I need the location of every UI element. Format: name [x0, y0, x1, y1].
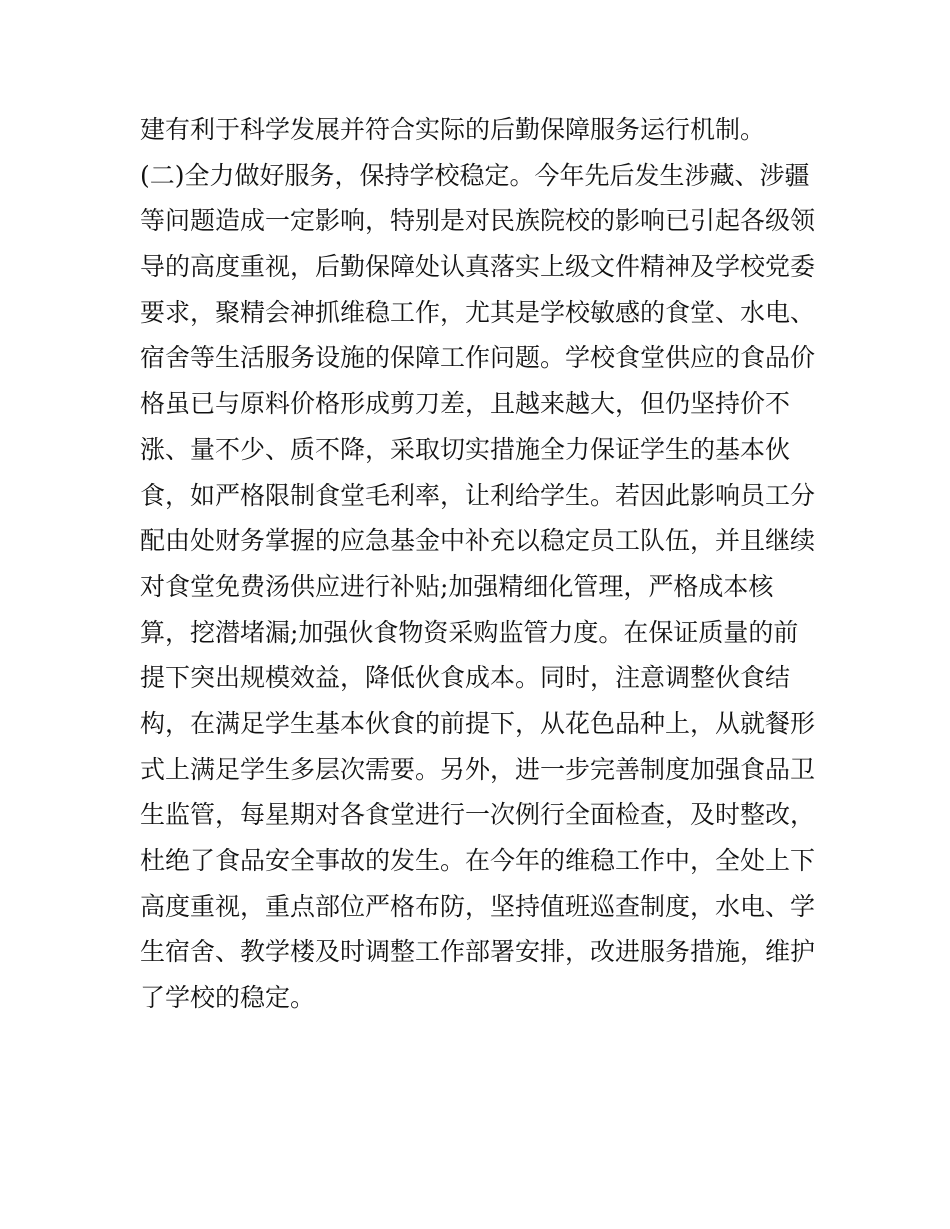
- text-line: 导的高度重视，后勤保障处认真落实上级文件精神及学校党委: [140, 252, 816, 282]
- text-line: 食，如严格限制食堂毛利率，让利给学生。若因此影响员工分: [140, 480, 816, 510]
- text-line: 高度重视，重点部位严格布防，坚持值班巡查制度，水电、学: [140, 891, 816, 921]
- text-line: 算，挖潜堵漏;加强伙食物资采购监管力度。在保证质量的前: [140, 617, 799, 647]
- text-line: 等问题造成一定影响，特别是对民族院校的影响已引起各级领: [140, 206, 816, 236]
- text-line: 生宿舍、教学楼及时调整工作部署安排，改进服务措施，维护: [140, 937, 816, 967]
- text-line: 了学校的稳定。: [140, 983, 316, 1013]
- text-line: 提下突出规模效益，降低伙食成本。同时，注意调整伙食结: [140, 663, 791, 693]
- text-line: (二)全力做好服务，保持学校稳定。今年先后发生涉藏、涉疆: [140, 160, 810, 190]
- body-text: [140, 107, 820, 1021]
- text-line: 构，在满足学生基本伙食的前提下，从花色品种上，从就餐形: [140, 708, 816, 738]
- text-line: 涨、量不少、质不降，采取切实措施全力保证学生的基本伙: [140, 434, 791, 464]
- text-line: 生监管，每星期对各食堂进行一次例行全面检查，及时整改，: [140, 800, 816, 830]
- text-line: 格虽已与原料价格形成剪刀差，且越来越大，但仍坚持价不: [140, 389, 791, 419]
- text-line: 杜绝了食品安全事故的发生。在今年的维稳工作中，全处上下: [140, 846, 816, 875]
- text-line: 宿舍等生活服务设施的保障工作问题。学校食堂供应的食品价: [140, 343, 816, 373]
- text-line: 建有利于科学发展并符合实际的后勤保障服务运行机制。: [140, 115, 766, 144]
- text-line: 对食堂免费汤供应进行补贴;加强精细化管理，严格成本核: [140, 571, 774, 601]
- text-line: 式上满足学生多层次需要。另外，进一步完善制度加强食品卫: [140, 754, 816, 784]
- text-line: 配由处财务掌握的应急基金中补充以稳定员工队伍，并且继续: [140, 526, 816, 556]
- text-line: 要求，聚精会神抓维稳工作，尤其是学校敏感的食堂、水电、: [140, 297, 816, 327]
